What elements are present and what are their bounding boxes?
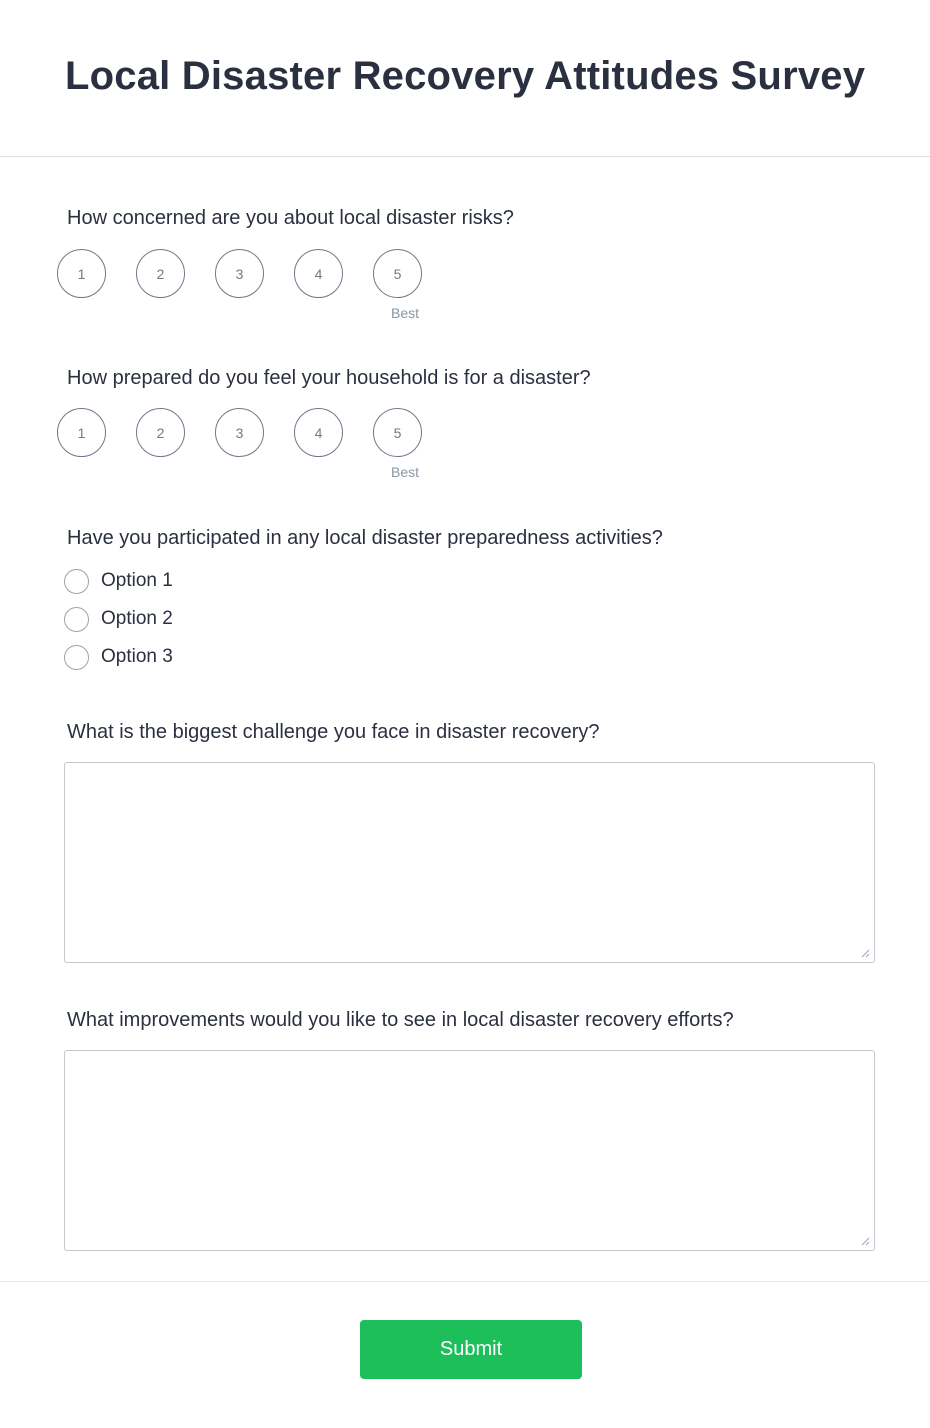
rating-option-5[interactable]: 5 bbox=[373, 249, 422, 298]
submit-button[interactable]: Submit bbox=[360, 1320, 582, 1379]
rating-option-3[interactable]: 3 bbox=[215, 408, 264, 457]
improvements-textarea[interactable] bbox=[64, 1050, 875, 1251]
question-5-label: What improvements would you like to see in local disaster recovery efforts? bbox=[67, 1009, 734, 1031]
rating-max-label: Best bbox=[391, 464, 420, 480]
question-2-label: How prepared do you feel your household is for a disaster? bbox=[67, 367, 591, 389]
form-footer bbox=[0, 1281, 930, 1428]
rating-option-2[interactable]: 2 bbox=[136, 249, 185, 298]
rating-max-label: Best bbox=[391, 305, 420, 321]
question-4-label: What is the biggest challenge you face in disaster recovery? bbox=[67, 721, 600, 743]
rating-scale-q1 bbox=[57, 249, 437, 321]
resize-grip-icon[interactable] bbox=[860, 1236, 870, 1246]
radio-option-2[interactable] bbox=[64, 606, 173, 632]
radio-button[interactable] bbox=[64, 569, 89, 594]
challenge-textarea[interactable] bbox=[64, 762, 875, 963]
rating-option-2[interactable]: 2 bbox=[136, 408, 185, 457]
radio-option-label: Option 3 bbox=[101, 646, 173, 667]
question-1-label: How concerned are you about local disaster risks? bbox=[67, 207, 514, 229]
rating-option-1[interactable]: 1 bbox=[57, 249, 106, 298]
radio-button[interactable] bbox=[64, 645, 89, 670]
question-3-label: Have you participated in any local disaster preparedness activities? bbox=[67, 527, 663, 549]
rating-option-5[interactable]: 5 bbox=[373, 408, 422, 457]
radio-option-label: Option 1 bbox=[101, 570, 173, 591]
radio-option-label: Option 2 bbox=[101, 608, 173, 629]
rating-option-1[interactable]: 1 bbox=[57, 408, 106, 457]
radio-button[interactable] bbox=[64, 607, 89, 632]
radio-option-1[interactable] bbox=[64, 568, 173, 594]
rating-option-4[interactable]: 4 bbox=[294, 249, 343, 298]
rating-option-4[interactable]: 4 bbox=[294, 408, 343, 457]
form-title: Local Disaster Recovery Attitudes Survey bbox=[65, 54, 866, 98]
rating-scale-q2 bbox=[57, 408, 437, 480]
radio-option-3[interactable] bbox=[64, 644, 173, 670]
rating-option-3[interactable]: 3 bbox=[215, 249, 264, 298]
resize-grip-icon[interactable] bbox=[860, 948, 870, 958]
form-header bbox=[0, 0, 930, 157]
